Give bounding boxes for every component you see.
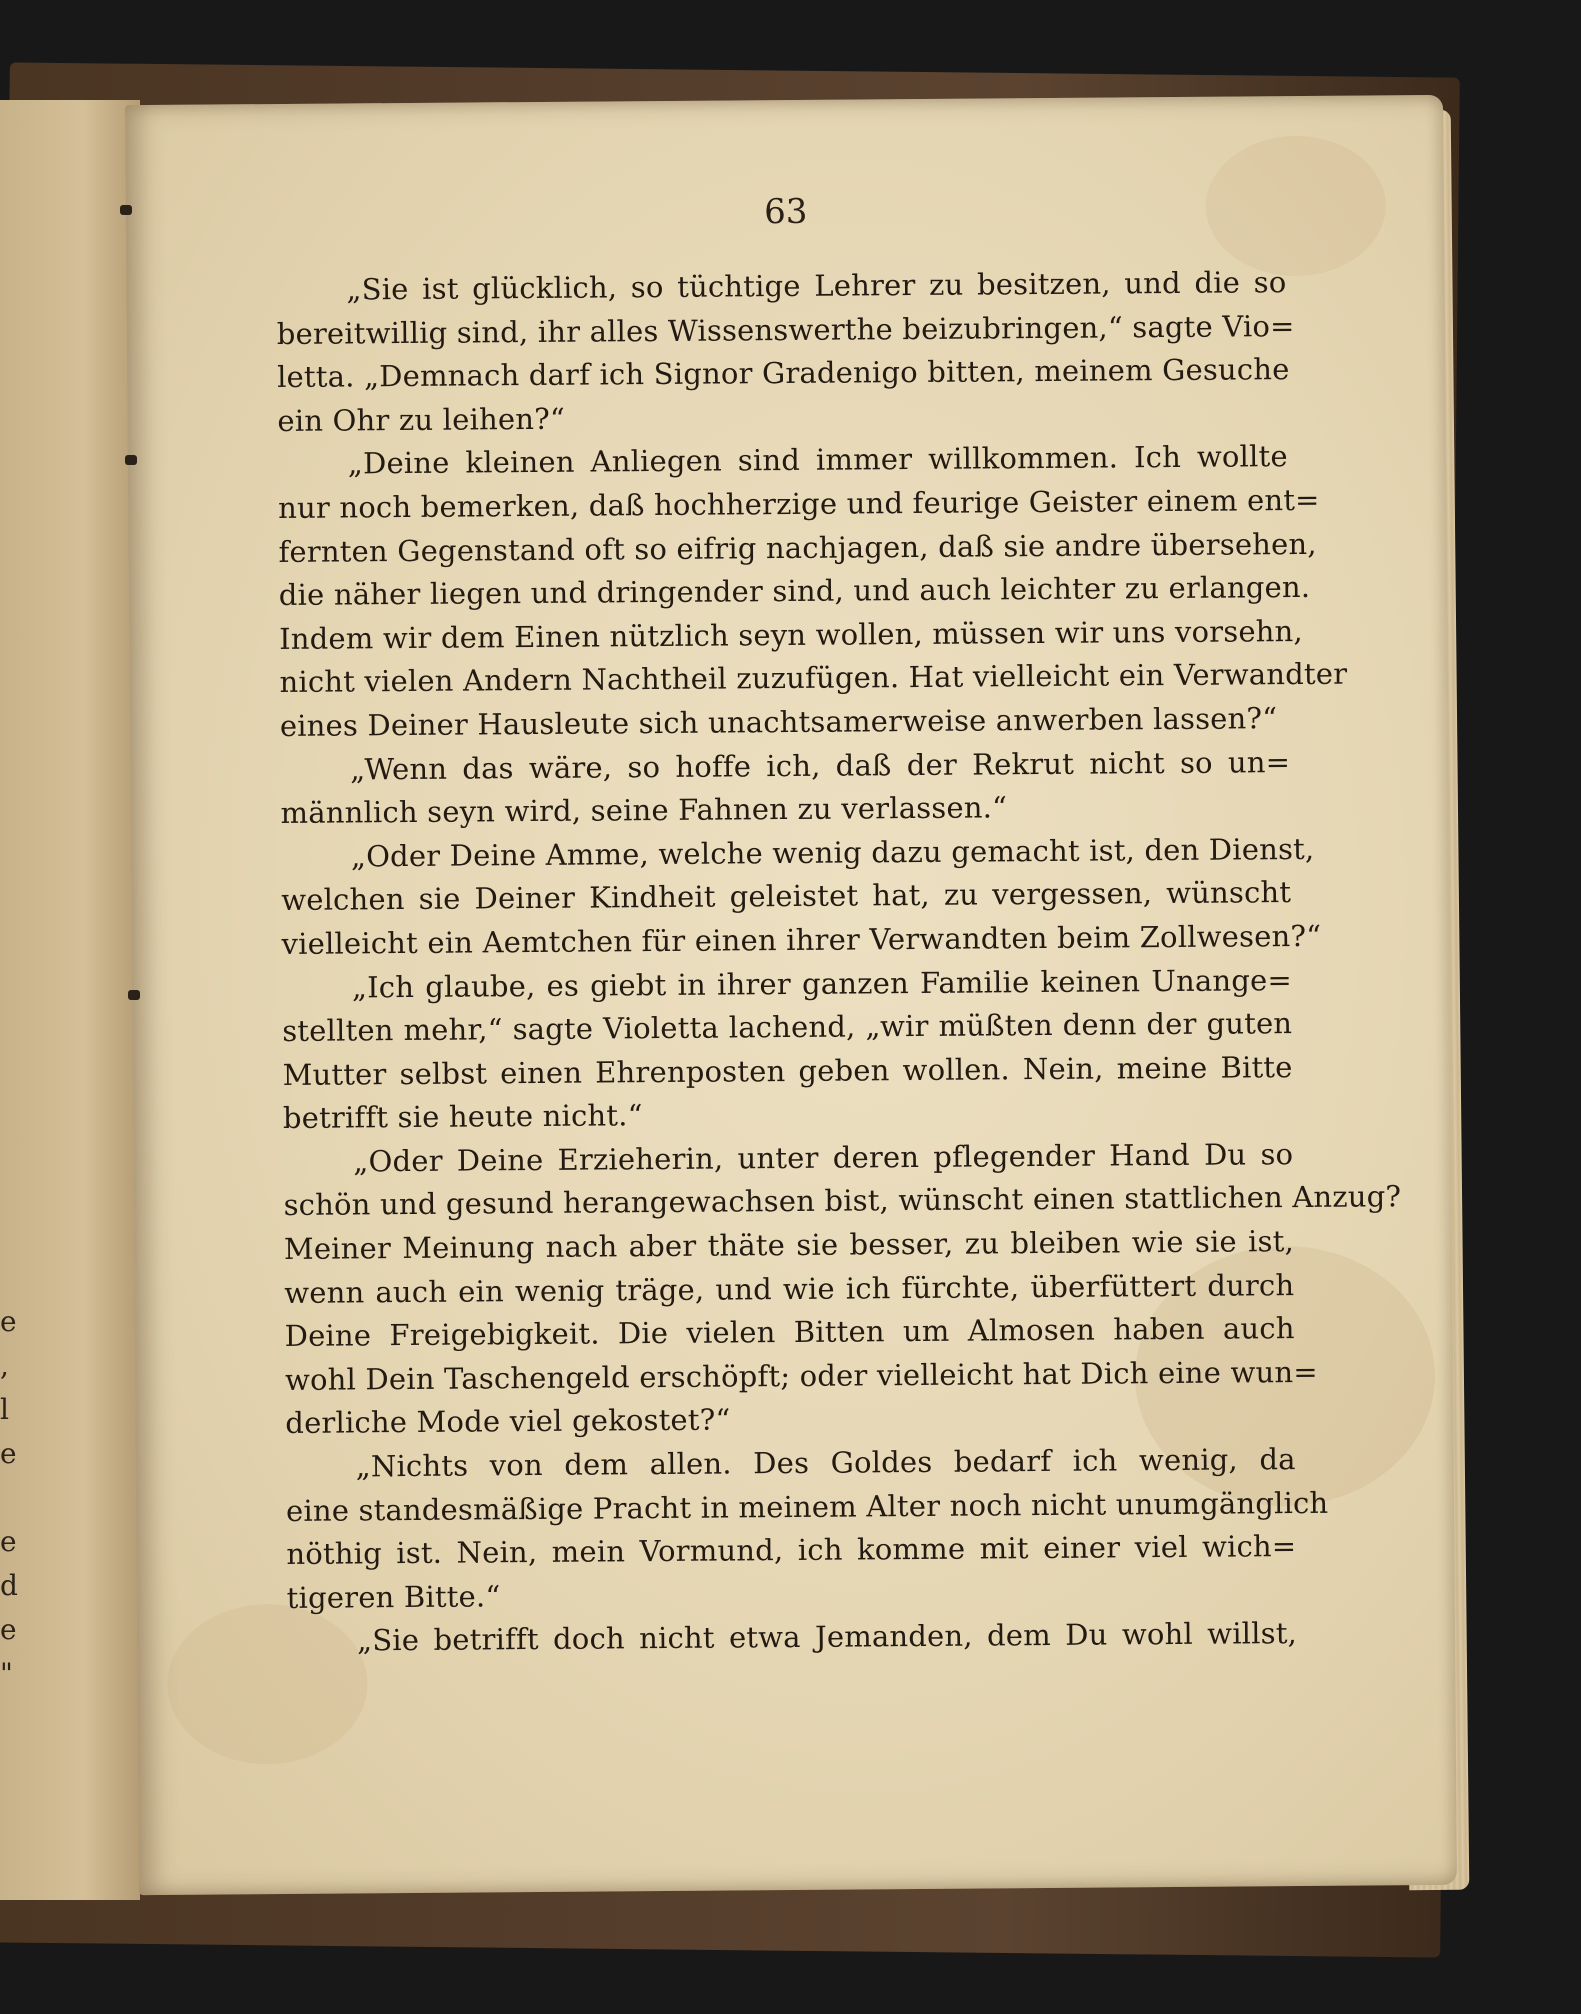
text-line: tigeren Bitte.“ [286, 1579, 501, 1615]
text-line: vielleicht ein Aemtchen für einen ihrer Verwandten beim Zollwesen?“ [281, 918, 1322, 961]
text-line: „Deine kleinen Anliegen sind immer willkommen. Ich wollte [347, 439, 1288, 481]
left-page-fragment: d [0, 1569, 18, 1602]
text-line: Mutter selbst einen Ehrenposten geben wollen. Nein, meine Bitte [282, 1049, 1293, 1092]
text-line: „Oder Deine Erzieherin, unter deren pflegender Hand Du so [353, 1136, 1294, 1179]
text-line: nicht vielen Andern Nachtheil zuzufügen. Hat vielleicht ein Verwandter [279, 656, 1348, 700]
left-page-fragment: e [0, 1305, 17, 1338]
text-line: nur noch bemerken, daß hochherzige und feurige Geister einem ent= [278, 482, 1320, 525]
binding-thread-mark [125, 455, 137, 465]
text-line: „Ich glaube, es giebt in ihrer ganzen Familie keinen Unange= [351, 962, 1293, 1004]
text-line: fernten Gegenstand oft so eifrig nachjagen, daß sie andre übersehen, [278, 526, 1317, 569]
text-line: eines Deiner Hausleute sich unachtsamerweise anwerben lassen?“ [279, 701, 1278, 743]
left-page-fragment: e [0, 1613, 17, 1646]
text-line: „Nichts von dem allen. Des Goldes bedarf ich wenig, da [355, 1442, 1296, 1484]
text-line: „Oder Deine Amme, welche wenig dazu gemacht ist, den Dienst, [350, 831, 1315, 874]
left-page-fragment: , [0, 1349, 9, 1382]
text-line: männlich seyn wird, seine Fahnen zu verlassen.“ [280, 790, 1008, 831]
left-facing-page [0, 100, 140, 1900]
text-line: Indem wir dem Einen nützlich seyn wollen, müssen wir uns vorsehn, [279, 613, 1304, 656]
left-page-text-fragments [0, 1300, 20, 1696]
text-line: bereitwillig sind, ihr alles Wissenswerthe beizubringen,“ sagte Vio= [276, 308, 1295, 351]
text-line: wenn auch ein wenig träge, und wie ich fürchte, überfüttert durch [284, 1267, 1295, 1310]
page-text-body [276, 261, 1402, 1664]
text-line: „Sie ist glücklich, so tüchtige Lehrer zu besitzen, und die so [346, 265, 1287, 307]
text-line: schön und gesund herangewachsen bist, wünscht einen stattlichen Anzug? [283, 1179, 1402, 1223]
text-line: betrifft sie heute nicht.“ [282, 1098, 643, 1136]
book-page [125, 95, 1457, 1895]
paper-stain [1205, 135, 1386, 276]
left-page-fragment: " [0, 1657, 13, 1690]
text-line: „Sie betrifft doch nicht etwa Jemanden, dem Du wohl willst, [356, 1616, 1298, 1658]
left-page-fragment [0, 1476, 20, 1520]
text-line: „Wenn das wäre, so hoffe ich, daß der Rekrut nicht so un= [350, 744, 1291, 786]
left-page-fragment: l [0, 1393, 9, 1426]
page-number: 63 [764, 191, 808, 233]
text-line: eine standesmäßige Pracht in meinem Alter noch nicht unumgänglich [285, 1485, 1329, 1528]
text-line: derliche Mode viel gekostet?“ [285, 1402, 731, 1441]
left-page-fragment: e [0, 1525, 17, 1558]
text-line: welchen sie Deiner Kindheit geleistet hat, zu vergessen, wünscht [281, 875, 1292, 918]
binding-thread-mark [128, 990, 140, 1000]
binding-thread-mark [120, 205, 132, 215]
text-line: stellten mehr,“ sagte Violetta lachend, „wir müßten denn der guten [282, 1006, 1293, 1049]
text-line: Deine Freigebigkeit. Die vielen Bitten um Almosen haben auch [284, 1311, 1295, 1354]
text-line: ein Ohr zu leihen?“ [277, 401, 566, 438]
text-line: Meiner Meinung nach aber thäte sie besser, zu bleiben wie sie ist, [283, 1224, 1295, 1267]
text-line: wohl Dein Taschengeld erschöpft; oder vielleicht hat Dich eine wun= [284, 1354, 1318, 1397]
text-line: nöthig ist. Nein, mein Vormund, ich komme mit einer viel wich= [286, 1529, 1297, 1572]
text-line: die näher liegen und dringender sind, und auch leichter zu erlangen. [278, 570, 1311, 613]
text-line: letta. „Demnach darf ich Signor Gradenigo bitten, meinem Gesuche [276, 352, 1290, 395]
left-page-fragment: e [0, 1437, 17, 1470]
